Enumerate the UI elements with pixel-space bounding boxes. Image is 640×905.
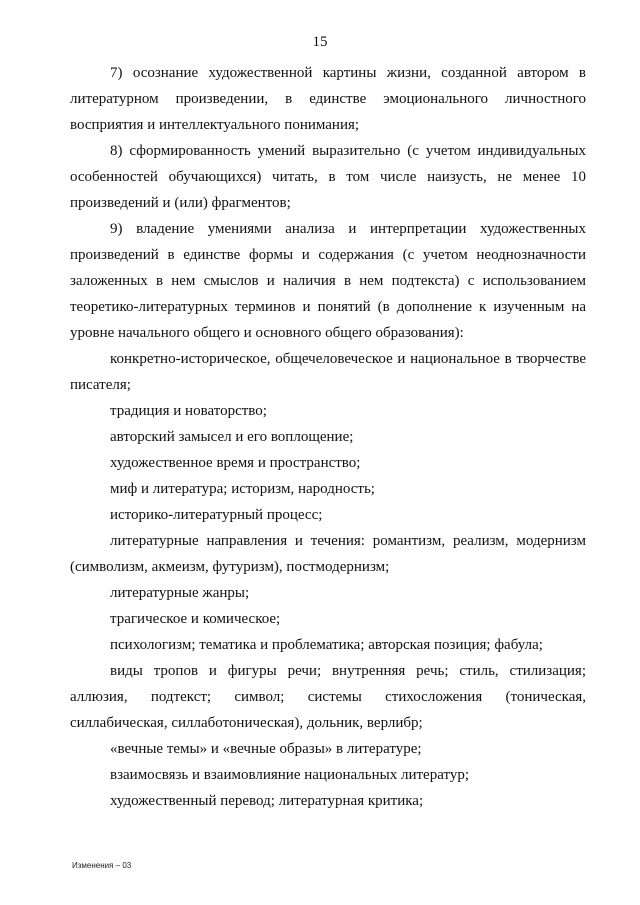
paragraph-9-analysis-skills: 9) владение умениями анализа и интерпретации художественных произведений в единстве формы и содержания (с учетом неоднозначности заложенных в нем смыслов и наличия в нем подтекста) с использованием теоретико-литературных терминов и понятий (в дополнение к изученным на уровне начального общего и основного общего образования):: [70, 221, 586, 341]
list-item: виды тропов и фигуры речи; внутренняя речь; стиль, стилизация; аллюзия, подтекст; символ; системы стихосложения (тоническая, силлабическая, силлаботоническая), дольник, верлибр;: [70, 663, 586, 731]
list-item: художественный перевод; литературная критика;: [110, 793, 424, 809]
list-item: «вечные темы» и «вечные образы» в литературе;: [110, 741, 422, 757]
list-item: трагическое и комическое;: [110, 611, 281, 627]
list-item: авторский замысел и его воплощение;: [110, 429, 354, 445]
list-item: традиция и новаторство;: [110, 403, 267, 419]
revision-footer: Изменения – 03: [72, 861, 132, 870]
list-item: конкретно-историческое, общечеловеческое и национальное в творчестве писателя;: [70, 351, 586, 393]
list-item: психологизм; тематика и проблематика; авторская позиция; фабула;: [110, 637, 543, 653]
document-body: [70, 60, 586, 814]
paragraph-8-reading-skills: 8) сформированность умений выразительно (с учетом индивидуальных особенностей обучающихся) читать, в том числе наизусть, не менее 10 произведений и (или) фрагментов;: [70, 143, 586, 211]
list-item: историко-литературный процесс;: [110, 507, 323, 523]
list-item: литературные направления и течения: романтизм, реализм, модернизм (символизм, акмеизм, футуризм), постмодернизм;: [70, 533, 586, 575]
list-item: художественное время и пространство;: [110, 455, 361, 471]
list-item: миф и литература; историзм, народность;: [110, 481, 375, 497]
page-number: 15: [312, 34, 328, 50]
list-item: взаимосвязь и взаимовлияние национальных литератур;: [110, 767, 469, 783]
list-item: литературные жанры;: [110, 585, 250, 601]
paragraph-7-awareness: 7) осознание художественной картины жизни, созданной автором в литературном произведении, в единстве эмоционального личностного восприятия и интеллектуального понимания;: [70, 65, 586, 133]
